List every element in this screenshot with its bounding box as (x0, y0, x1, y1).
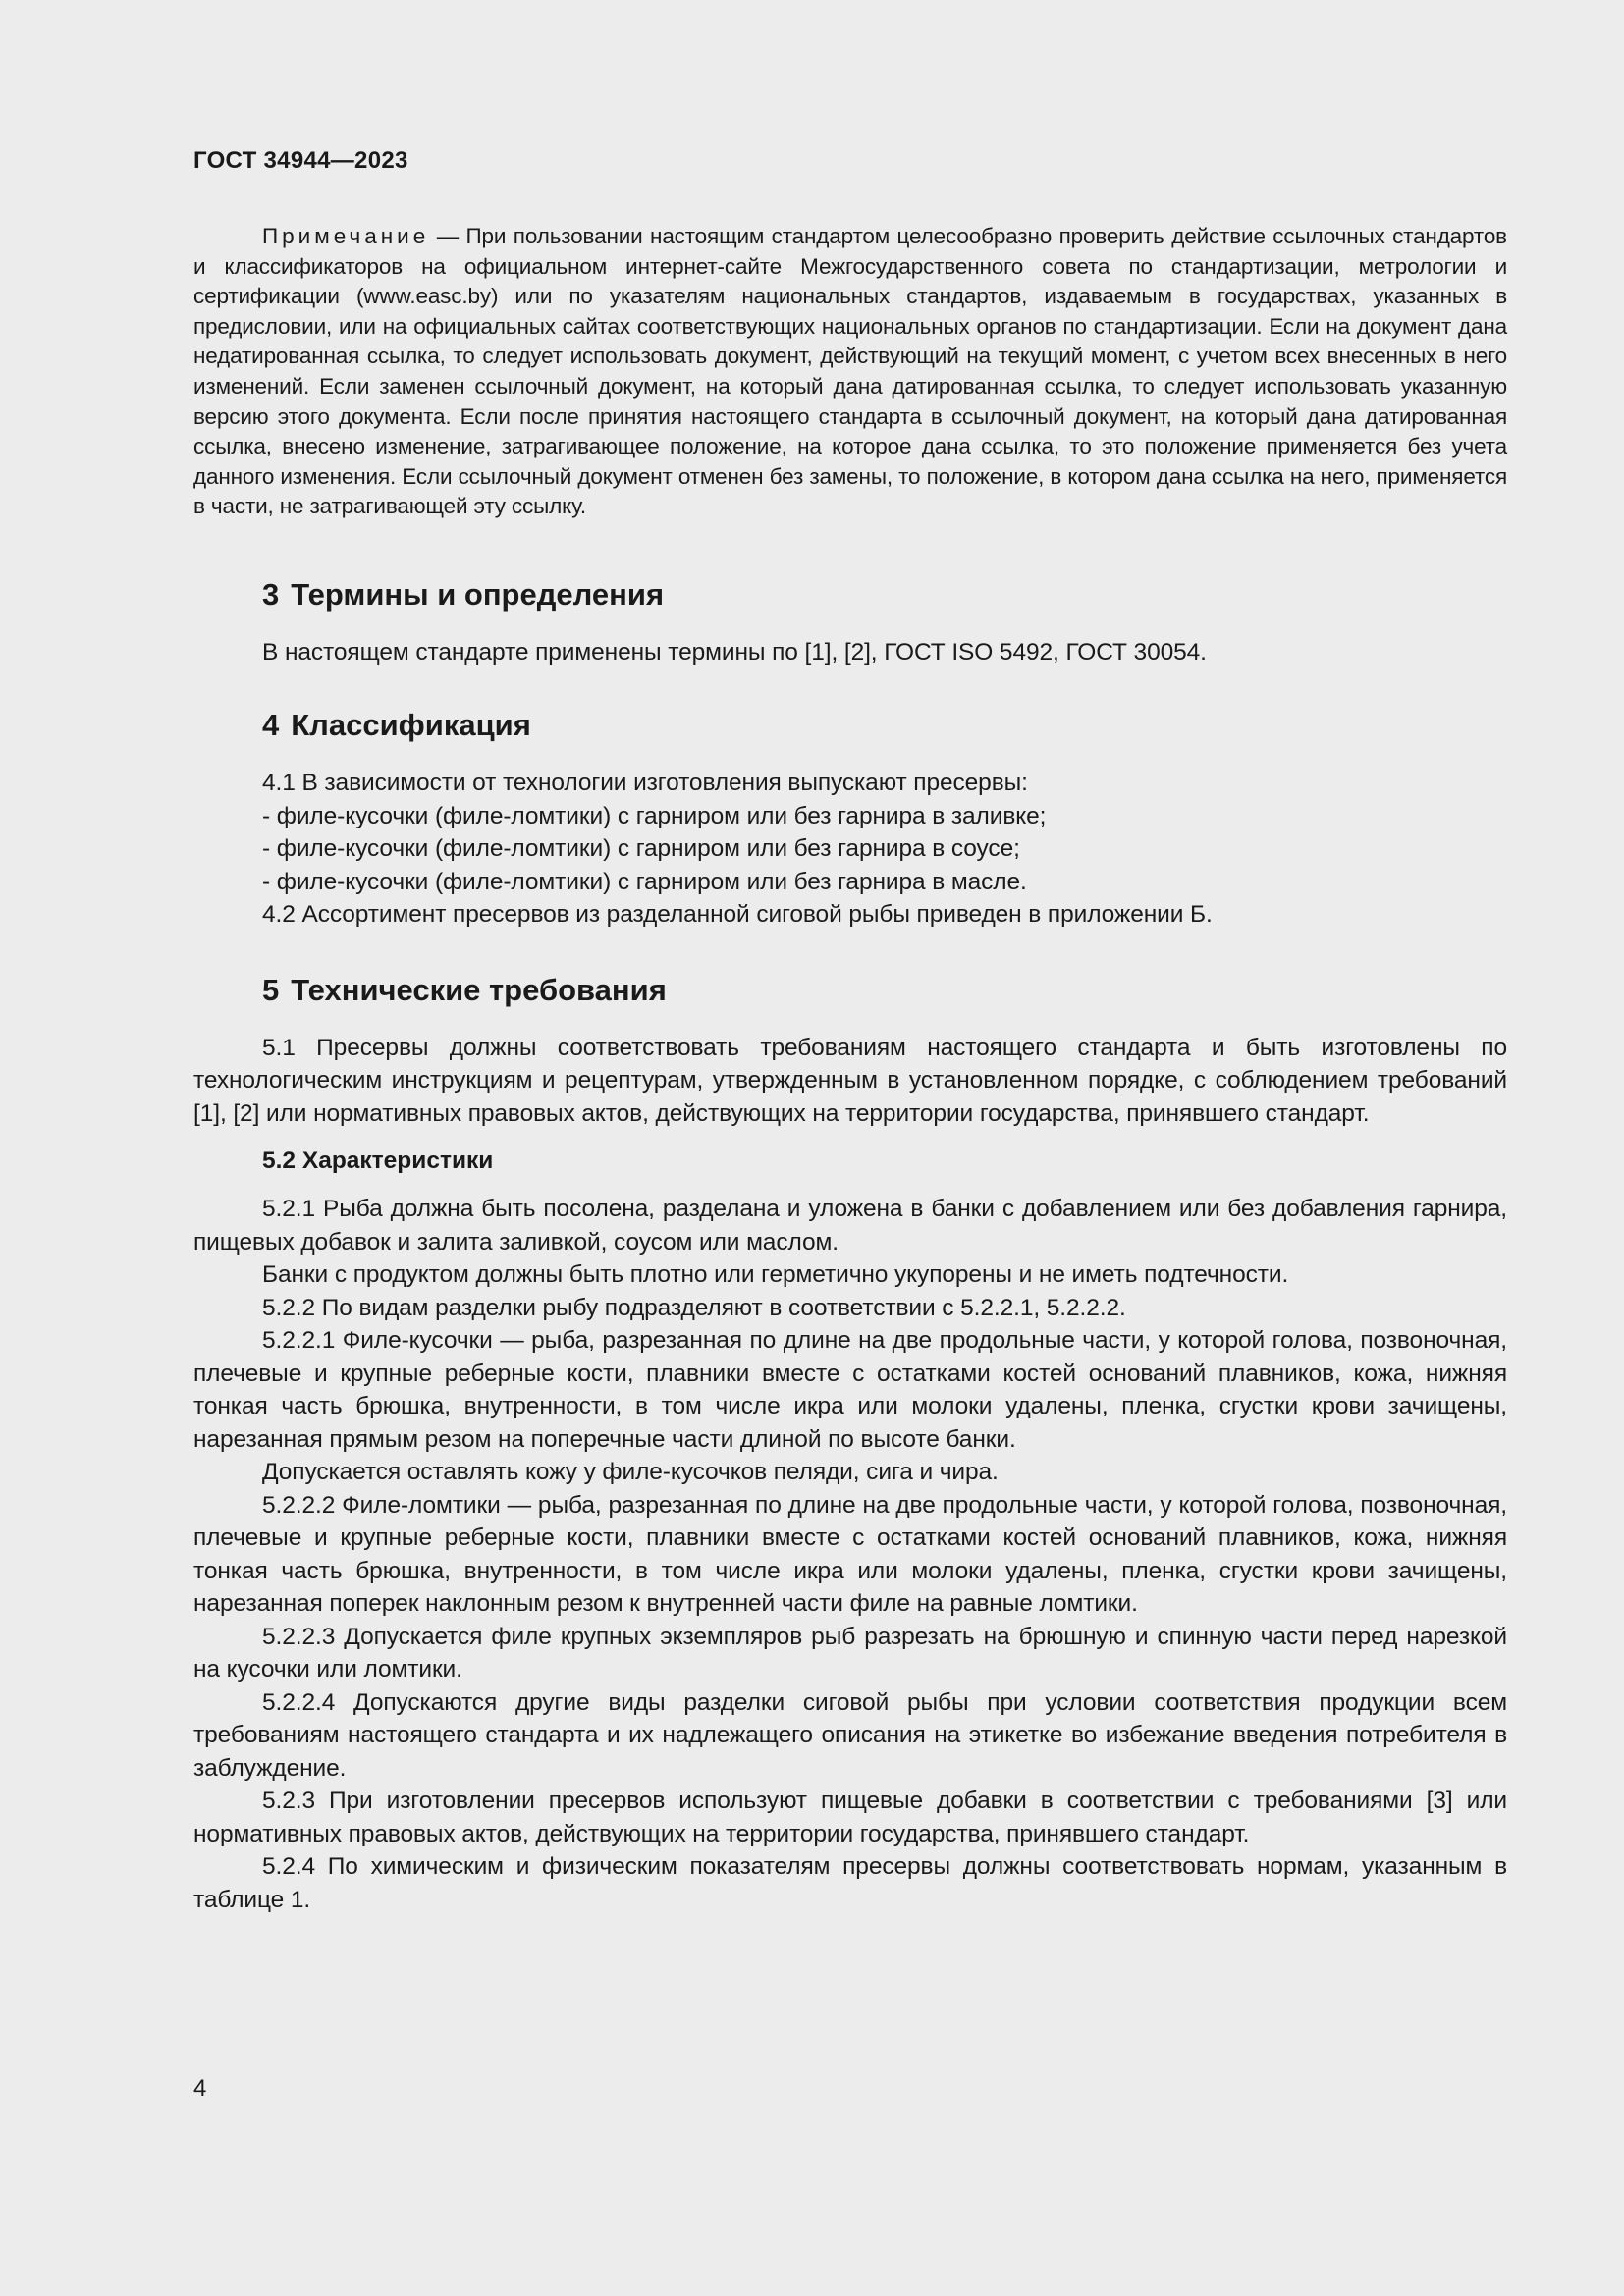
section-3-heading (193, 577, 1507, 613)
section-3-number: 3 (262, 576, 280, 612)
subsection-5-2-heading: 5.2 Характеристики (262, 1148, 494, 1175)
list-item: - филе-кусочки (филе-ломтики) с гарниром или без гарнира в соусе; (262, 835, 1020, 863)
list-item: - филе-кусочки (филе-ломтики) с гарниром или без гарнира в заливке; (262, 802, 1047, 829)
document-code-header: ГОСТ 34944—2023 (193, 147, 408, 174)
section-4-title: Классификация (291, 708, 531, 743)
clause-5-2-3: 5.2.3 При изготовлении пресервов используют пищевые добавки в соответствии с требованиями [3] или нормативных правовых актов, действующих на территории государства, принявшего стандарт. (193, 1788, 1507, 1847)
section-5-2-body (193, 1193, 1507, 1916)
clause-5-2-2-3: 5.2.2.3 Допускается филе крупных экземпляров рыб разрезать на брюшную и спинную части перед нарезкой на кусочки или ломтики. (193, 1623, 1507, 1683)
clause-paragraph: Банки с продуктом должны быть плотно или герметично укупорены и не иметь подтечности. (262, 1261, 1289, 1289)
clause-5-2-2: 5.2.2 По видам разделки рыбу подразделяют в соответствии с 5.2.2.1, 5.2.2.2. (262, 1294, 1126, 1321)
clause-5-2-2-4: 5.2.2.4 Допускаются другие виды разделки сиговой рыбы при условии соответствия продукции всем требованиям настоящего стандарта и их надлежащего описания на этикетке во избежание введения потребителя в заблуждение. (193, 1688, 1507, 1782)
list-item: - филе-кусочки (филе-ломтики) с гарниром или без гарнира в масле. (262, 868, 1027, 895)
clause-5-2-4: 5.2.4 По химическим и физическим показателям пресервы должны соответствовать нормам, указанным в таблице 1. (193, 1853, 1507, 1913)
clause-4-1: 4.1 В зависимости от технологии изготовления выпускают пресервы: (262, 770, 1028, 797)
note-text: — При пользовании настоящим стандартом целесообразно проверить действие ссылочных стандартов и классификаторов на официальном интернет-сайте Межгосударственного совета по стандартизации, метрологии и сертификации (www.easc.by) или по указателям национальных стандартов, издаваемым в государствах, указанных в предисловии, или на официальных сайтах соответствующих национальных органов по стандартизации. Если на документ дана недатированная ссылка, то следует использовать документ, действующий на текущий момент, с учетом всех внесенных в него изменений. Если заменен ссылочный документ, на который дана датированная ссылка, то следует использовать указанную версию этого документа. Если после принятия настоящего стандарта в ссылочный документ, на который дана датированная ссылка, внесено изменение, затрагивающее положение, на которое дана ссылка, то это положение применяется без учета данного изменения. Если ссылочный документ отменен без замены, то положение, в котором дана ссылка на него, применяется в части, не затрагивающей эту ссылку. (193, 224, 1507, 519)
note-paragraph (193, 222, 1507, 522)
clause-4-2: 4.2 Ассортимент пресервов из разделанной сиговой рыбы приведен в приложении Б. (262, 901, 1213, 929)
section-5-number: 5 (262, 972, 280, 1007)
clause-5-1: 5.1 Пресервы должны соответствовать требованиям настоящего стандарта и быть изготовлены по технологическим инструкциям и рецептурам, утвержденным в установленном порядке, с соблюдением требований [1], [2] или нормативных правовых актов, действующих на территории государства, принявшего стандарт. (193, 1034, 1507, 1127)
section-5-title: Технические требования (291, 972, 667, 1007)
section-3-text: В настоящем стандарте применены термины по [1], [2], ГОСТ ISO 5492, ГОСТ 30054. (262, 638, 1207, 666)
section-5-heading (193, 973, 1507, 1008)
clause-5-2-2-2: 5.2.2.2 Филе-ломтики — рыба, разрезанная по длине на две продольные части, у которой голова, позвоночная, плечевые и крупные реберные кости, плавники вместе с остатками костей оснований плавников, кожа, нижняя тонкая часть брюшка, внутренности, в том числе икра или молоки удалены, пленка, сгустки крови зачищены, нарезанная поперек наклонным резом к внутренней части филе на равные ломтики. (193, 1491, 1507, 1618)
document-body (193, 222, 1507, 1916)
note-label: Примечание (262, 224, 430, 248)
page-number: 4 (193, 2075, 207, 2102)
clause-5-2-1: 5.2.1 Рыба должна быть посолена, разделана и уложена в банки с добавлением или без добавления гарнира, пищевых добавок и залита заливкой, соусом или маслом. (193, 1196, 1507, 1255)
clause-5-2-2-1: 5.2.2.1 Филе-кусочки — рыба, разрезанная по длине на две продольные части, у которой голова, позвоночная, плечевые и крупные реберные кости, плавники вместе с остатками костей оснований плавников, кожа, нижняя тонкая часть брюшка, внутренности, в том числе икра или молоки удалены, пленка, сгустки крови зачищены, нарезанная прямым резом на поперечные части длиной по высоте банки. (193, 1327, 1507, 1453)
section-4-list (193, 767, 1507, 932)
section-4-heading (193, 708, 1507, 743)
section-3-title: Термины и определения (291, 576, 665, 612)
clause-paragraph: Допускается оставлять кожу у филе-кусочков пеляди, сига и чира. (262, 1459, 999, 1486)
section-4-number: 4 (262, 708, 280, 743)
